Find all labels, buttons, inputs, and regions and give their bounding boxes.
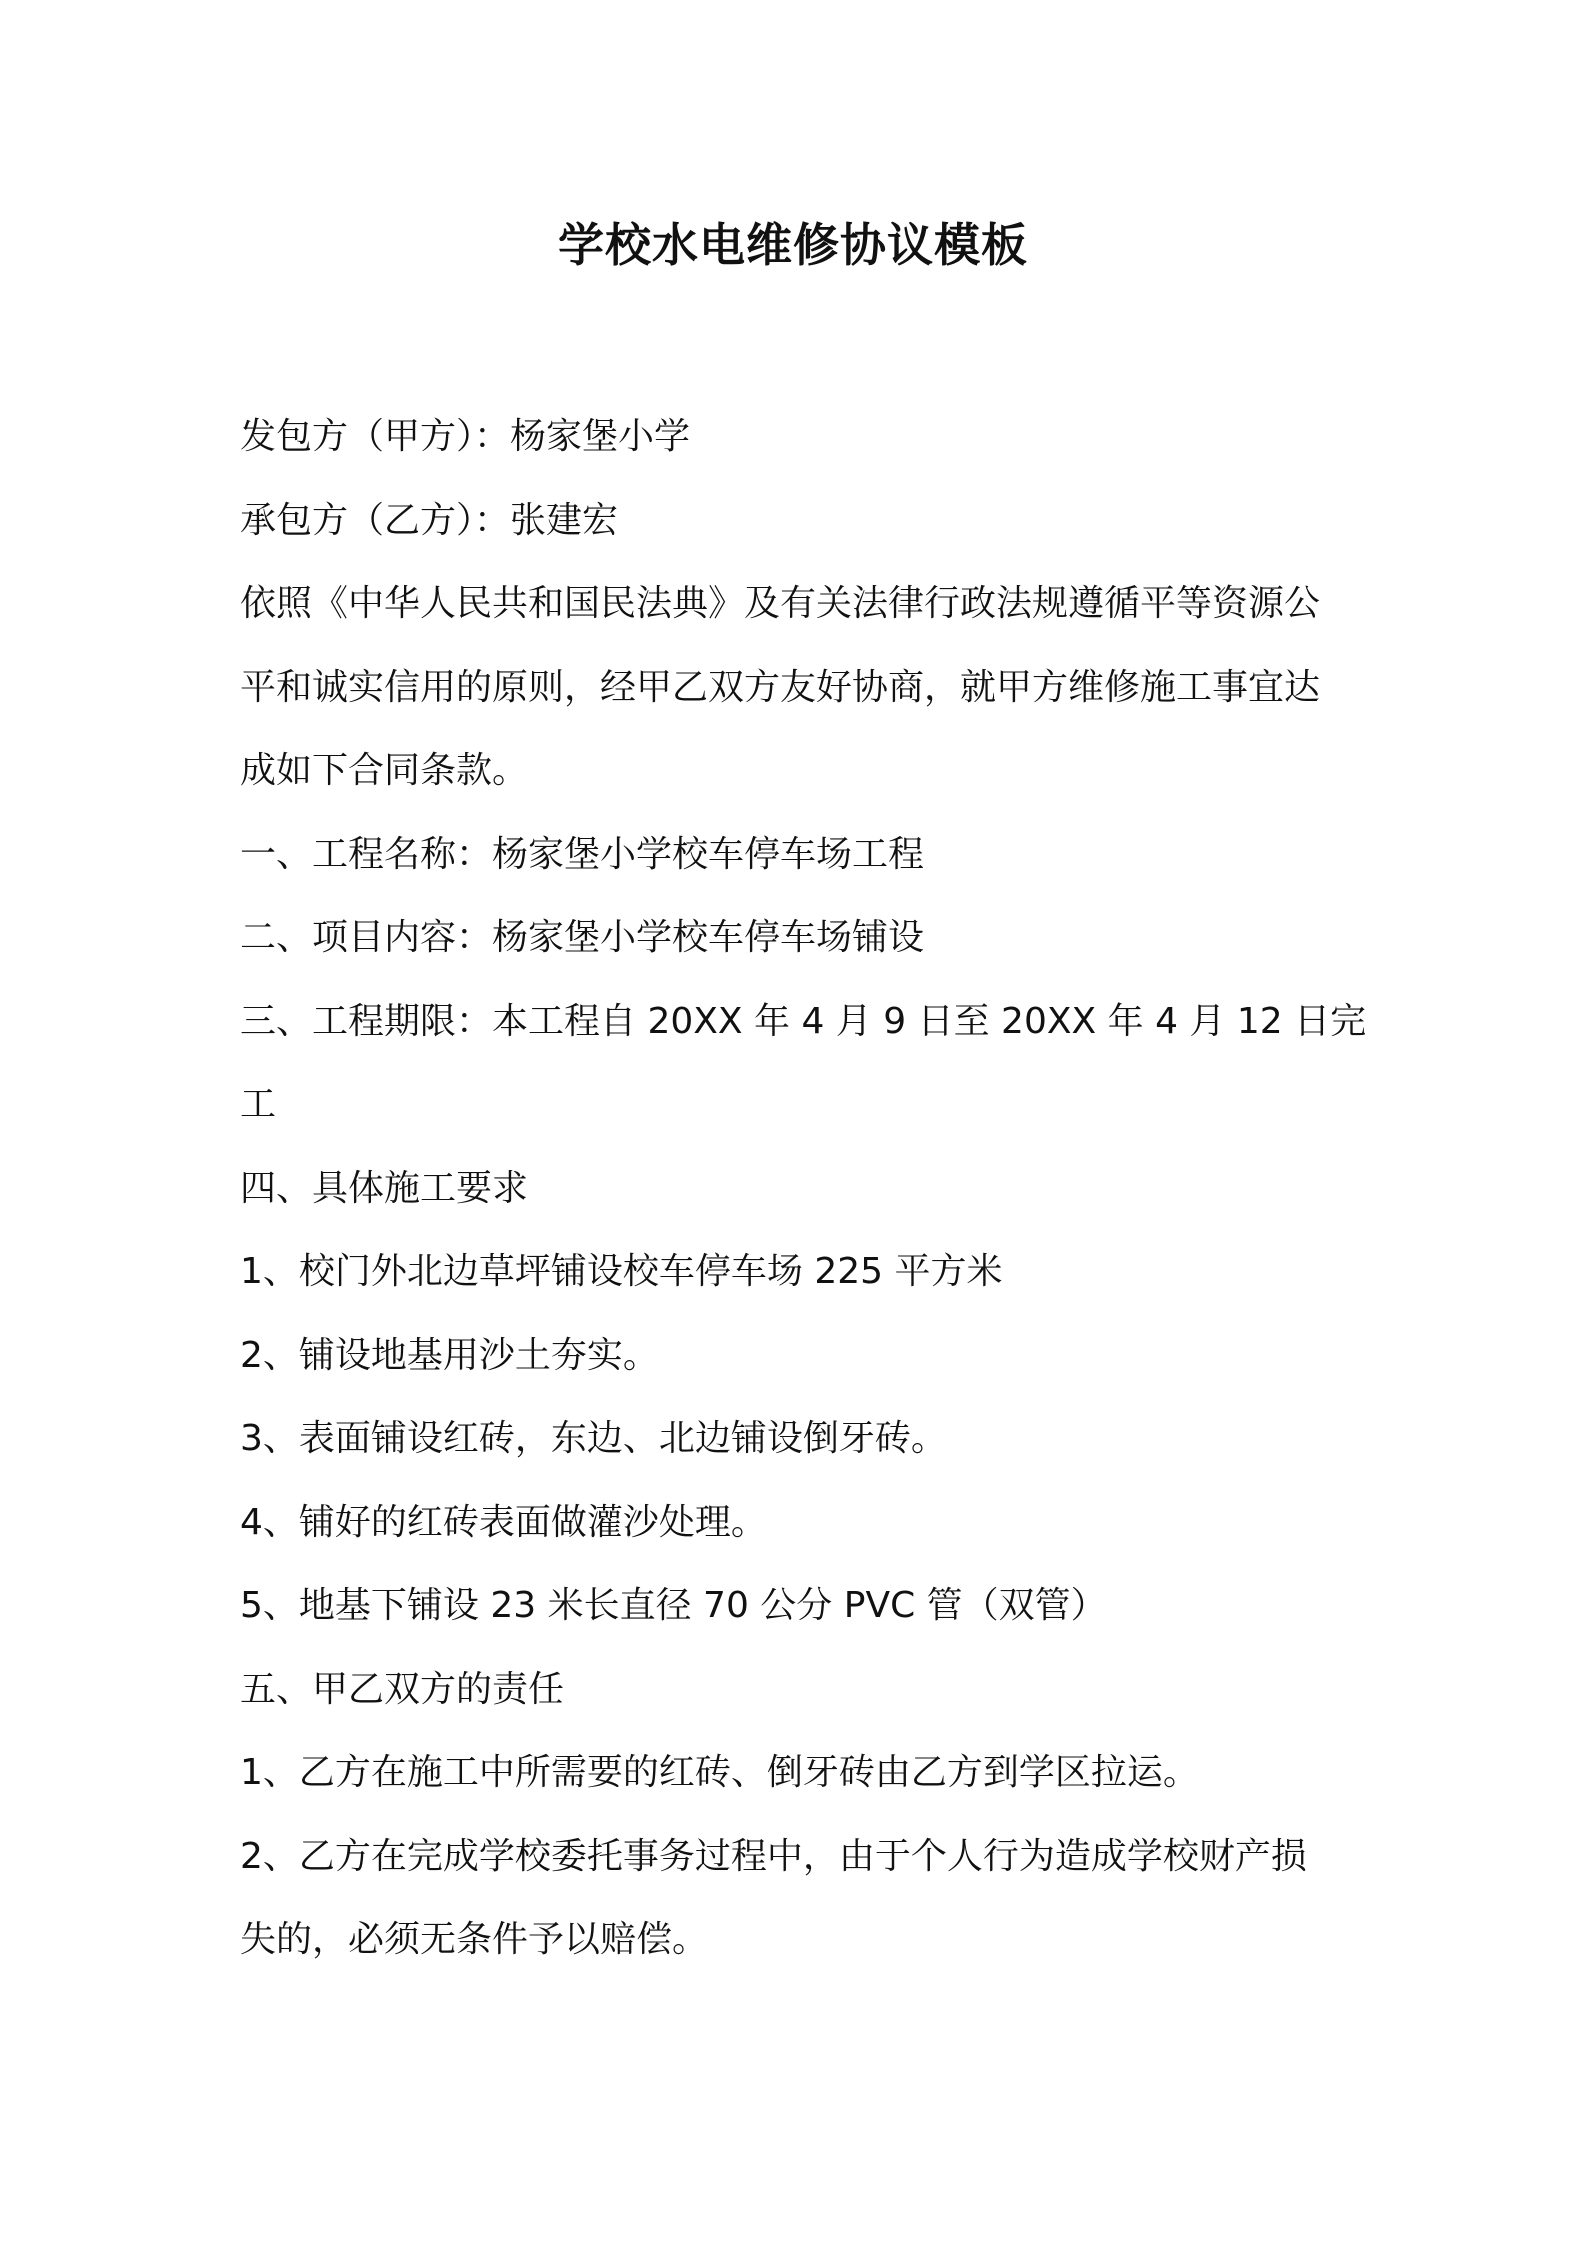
section-heading: 四、具体施工要求 (240, 1167, 529, 1209)
list-item: 3、表面铺设红砖，东边、北边铺设倒牙砖。 (240, 1418, 947, 1459)
paragraph-line: 失的，必须无条件予以赔偿。 (240, 1919, 709, 1960)
preamble-line: 依照《中华人民共和国民法典》及有关法律行政法规遵循平等资源公 (240, 583, 1321, 624)
section-heading: 三、工程期限：本工程自 20XX 年 4 月 9 日至 20XX 年 4 月 12 日完 (240, 1000, 1367, 1042)
party-b-line: 承包方（乙方）：张建宏 (240, 499, 619, 541)
list-item: 1、乙方在施工中所需要的红砖、倒牙砖由乙方到学区拉运。 (240, 1752, 1199, 1793)
section-heading: 五、甲乙双方的责任 (240, 1668, 565, 1710)
party-a-line: 发包方（甲方）：杨家堡小学 (240, 416, 691, 457)
document-body (240, 395, 1367, 1982)
section-heading: 一、工程名称：杨家堡小学校车停车场工程 (240, 833, 925, 875)
paragraph-line: 工 (240, 1084, 277, 1125)
list-item: 5、地基下铺设 23 米长直径 70 公分 PVC 管（双管） (240, 1585, 1107, 1626)
list-item: 1、校门外北边草坪铺设校车停车场 225 平方米 (240, 1251, 1003, 1292)
preamble-line: 平和诚实信用的原则，经甲乙双方友好协商，就甲方维修施工事宜达 (240, 666, 1321, 708)
list-item: 4、铺好的红砖表面做灌沙处理。 (240, 1501, 767, 1543)
preamble-line: 成如下合同条款。 (240, 750, 529, 791)
list-item: 2、乙方在完成学校委托事务过程中，由于个人行为造成学校财产损 (240, 1835, 1307, 1877)
section-heading: 二、项目内容：杨家堡小学校车停车场铺设 (240, 917, 925, 958)
document-title: 学校水电维修协议模板 (558, 218, 1028, 272)
list-item: 2、铺设地基用沙土夯实。 (240, 1334, 659, 1376)
